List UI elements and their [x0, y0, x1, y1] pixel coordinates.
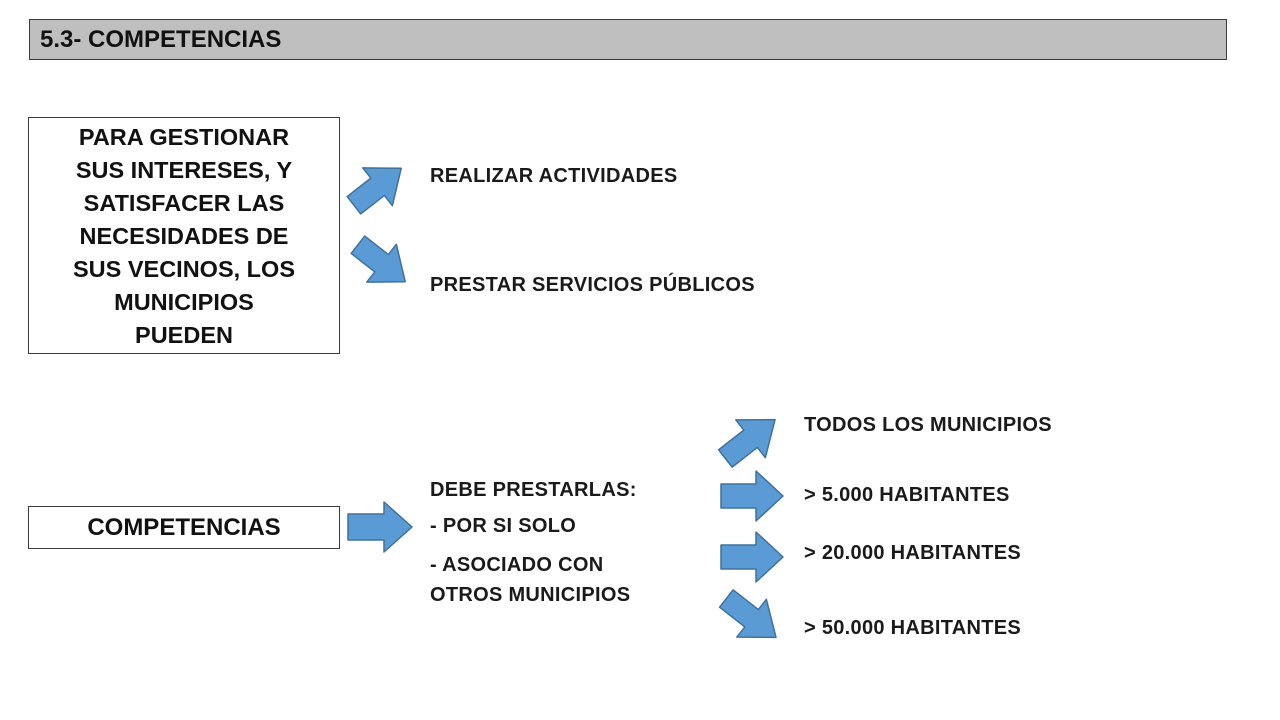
provision-associated-line2: OTROS MUNICIPIOS: [430, 584, 631, 606]
threshold-50000: > 50.000 HABITANTES: [804, 617, 1022, 639]
section-title: 5.3- COMPETENCIAS: [29, 19, 1227, 60]
purpose-line: PUEDEN: [135, 322, 233, 348]
threshold-all: TODOS LOS MUNICIPIOS: [804, 414, 1052, 436]
purpose-line: SATISFACER LAS: [83, 190, 285, 216]
purpose-line: SUS INTERESES, Y: [75, 157, 293, 183]
purpose-line: PARA GESTIONAR: [78, 124, 290, 150]
purpose-line: NECESIDADES DE: [79, 223, 289, 249]
threshold-5000: > 5.000 HABITANTES: [804, 484, 1010, 506]
arrow-up-right-icon: [711, 401, 790, 478]
action-services: PRESTAR SERVICIOS PÚBLICOS: [430, 274, 755, 296]
arrow-down-right-icon: [343, 226, 420, 301]
action-activities: REALIZAR ACTIVIDADES: [430, 165, 678, 187]
arrow-down-right-icon: [712, 580, 791, 657]
arrow-right-icon: [348, 502, 412, 552]
provision-heading: DEBE PRESTARLAS:: [430, 479, 637, 501]
competencias-box: COMPETENCIAS: [28, 506, 340, 549]
purpose-line: SUS VECINOS, LOS: [73, 256, 295, 282]
provision-alone: - POR SI SOLO: [430, 515, 577, 537]
arrow-right-icon: [721, 471, 783, 521]
threshold-20000: > 20.000 HABITANTES: [804, 542, 1022, 564]
arrow-up-right-icon: [339, 149, 416, 224]
purpose-line: MUNICIPIOS: [114, 289, 254, 315]
arrow-right-icon: [721, 532, 783, 582]
provision-associated-line1: - ASOCIADO CON: [430, 554, 604, 576]
